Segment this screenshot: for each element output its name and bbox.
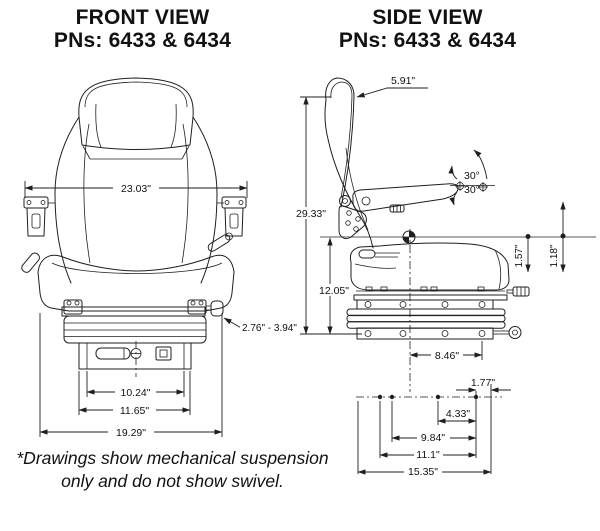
front-right-armrest	[217, 197, 246, 236]
side-view-part-numbers: PNs: 6433 & 6434	[338, 29, 517, 52]
ref-lower-label: 1.18"	[549, 244, 560, 268]
front-overall-width-label: 23.03"	[120, 183, 152, 195]
side-suspension	[347, 229, 529, 392]
ref-upper-label: 1.57"	[514, 244, 525, 268]
front-mount-outer-label: 11.65"	[119, 405, 150, 417]
h-point-symbol	[403, 231, 415, 243]
mount-span-large-label: 11.1"	[416, 449, 440, 461]
mount-span-mid-label: 9.84"	[420, 432, 446, 444]
front-right-lever	[207, 233, 233, 253]
front-base-width-label: 19.29"	[115, 427, 147, 439]
footnote	[0, 447, 345, 493]
overall-height-label: 29.33"	[296, 208, 327, 220]
side-mount-dimensions	[356, 341, 511, 478]
side-pull-ring	[509, 327, 521, 339]
side-view-title: SIDE VIEW	[372, 6, 483, 29]
front-mount-inner-label: 10.24"	[120, 387, 151, 399]
front-dimensions	[25, 181, 304, 439]
front-view-drawing	[20, 78, 304, 439]
side-seat-cushion	[350, 243, 509, 290]
front-view-title: FRONT VIEW	[75, 6, 210, 29]
armrest-angle-down-label: 30°	[464, 184, 480, 196]
side-armrest	[353, 184, 458, 212]
footnote-line-1: *Drawings show mechanical suspension	[16, 448, 329, 468]
armrest-angle-up-label: 30°	[464, 170, 480, 182]
front-backrest	[55, 117, 217, 283]
side-view-drawing	[294, 75, 596, 478]
front-view-part-numbers: PNs: 6433 & 6434	[53, 29, 232, 52]
footnote-line-2: only and do not show swivel.	[61, 471, 284, 491]
front-suspension	[62, 300, 223, 377]
front-knob-range-label: 2.76" - 3.94"	[242, 323, 297, 334]
front-switch	[156, 347, 171, 360]
front-lockout-handle	[96, 348, 130, 359]
base-length-label: 15.35"	[407, 466, 439, 478]
center-to-rear-label: 8.46"	[434, 350, 460, 362]
side-slide-lever	[359, 250, 375, 258]
mount-offset-label: 1.77"	[470, 377, 496, 389]
headrest-height-label: 5.91"	[391, 75, 416, 87]
front-left-armrest	[24, 197, 55, 236]
front-headrest	[79, 78, 193, 150]
seat-height-label: 12.05"	[319, 285, 350, 297]
mount-span-small-label: 4.33"	[445, 408, 471, 420]
side-armrest-angle-callout	[450, 150, 495, 205]
